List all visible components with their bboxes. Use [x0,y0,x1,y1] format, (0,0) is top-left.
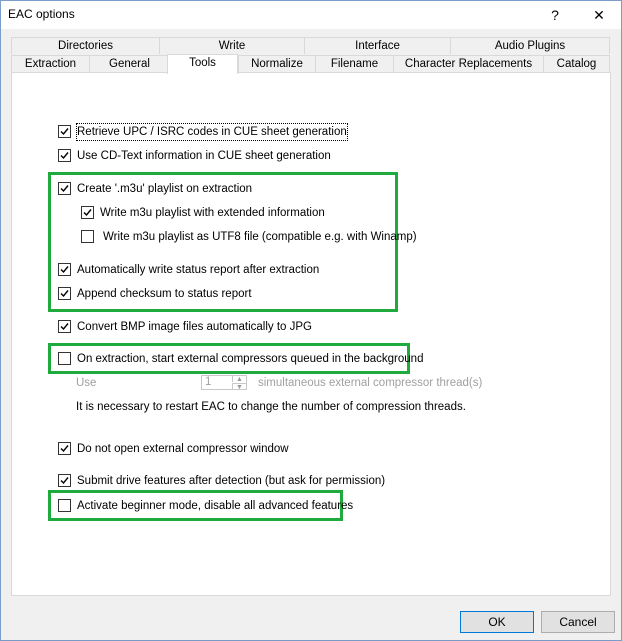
convert-bmp-label: Convert BMP image files automatically to JPG [77,321,312,333]
m3u-extended-checkbox[interactable] [81,206,94,219]
tab-extraction[interactable]: Extraction [11,55,90,72]
external-compressors-bg-checkbox[interactable] [58,352,71,365]
threads-suffix-label: simultaneous external compressor thread(s) [258,377,483,389]
retrieve-upc-label: Retrieve UPC / ISRC codes in CUE sheet generation [77,126,347,138]
close-button[interactable]: ✕ [593,7,605,23]
help-button[interactable]: ? [551,7,559,23]
tab-normalize[interactable]: Normalize [238,55,316,72]
beginner-mode-checkbox[interactable] [58,499,71,512]
spinner-up-icon[interactable]: ▲ [232,376,246,382]
tab-directories[interactable]: Directories [11,37,160,54]
create-m3u-checkbox[interactable] [58,182,71,195]
threads-spinner[interactable] [201,375,247,390]
tab-character-replacements[interactable]: Character Replacements [393,55,544,72]
restart-note: It is necessary to restart EAC to change the number of compression threads. [76,401,466,413]
checkmark-icon [60,444,69,453]
convert-bmp-checkbox[interactable] [58,320,71,333]
checkmark-icon [60,322,69,331]
tab-interface[interactable]: Interface [304,37,451,54]
tools-panel [11,72,611,596]
m3u-utf8-checkbox[interactable] [81,230,94,243]
checkmark-icon [83,208,92,217]
checkmark-icon [60,476,69,485]
no-compressor-window-label: Do not open external compressor window [77,443,289,455]
window-title: EAC options [8,7,75,21]
append-checksum-label: Append checksum to status report [77,288,252,300]
external-compressors-bg-label: On extraction, start external compressors queued in the background [77,353,424,365]
checkmark-icon [60,289,69,298]
m3u-utf8-label: Write m3u playlist as UTF8 file (compatible e.g. with Winamp) [103,231,417,243]
append-checksum-checkbox[interactable] [58,287,71,300]
use-cdtext-label: Use CD-Text information in CUE sheet generation [77,150,331,162]
checkmark-icon [60,127,69,136]
threads-value: 1 [205,376,212,388]
tab-audio-plugins[interactable]: Audio Plugins [450,37,610,54]
title-bar [1,1,621,29]
retrieve-upc-checkbox[interactable] [58,125,71,138]
checkmark-icon [60,265,69,274]
use-cdtext-checkbox[interactable] [58,149,71,162]
create-m3u-label: Create '.m3u' playlist on extraction [77,183,253,195]
spinner-down-icon[interactable]: ▼ [232,383,246,390]
checkmark-icon [60,184,69,193]
tab-general[interactable]: General [89,55,170,72]
tab-write[interactable]: Write [159,37,305,54]
submit-drive-features-checkbox[interactable] [58,474,71,487]
no-compressor-window-checkbox[interactable] [58,442,71,455]
tab-filename[interactable]: Filename [315,55,394,72]
tab-catalog[interactable]: Catalog [543,55,610,72]
status-report-checkbox[interactable] [58,263,71,276]
ok-button[interactable]: OK [460,611,534,633]
m3u-extended-label: Write m3u playlist with extended information [100,207,325,219]
checkmark-icon [60,151,69,160]
tab-tools[interactable]: Tools [167,54,238,74]
cancel-button[interactable]: Cancel [541,611,615,633]
beginner-mode-label: Activate beginner mode, disable all advanced features [77,500,354,512]
status-report-label: Automatically write status report after extraction [77,264,320,276]
threads-use-label: Use [76,377,97,389]
submit-drive-features-label: Submit drive features after detection (but ask for permission) [77,475,386,487]
